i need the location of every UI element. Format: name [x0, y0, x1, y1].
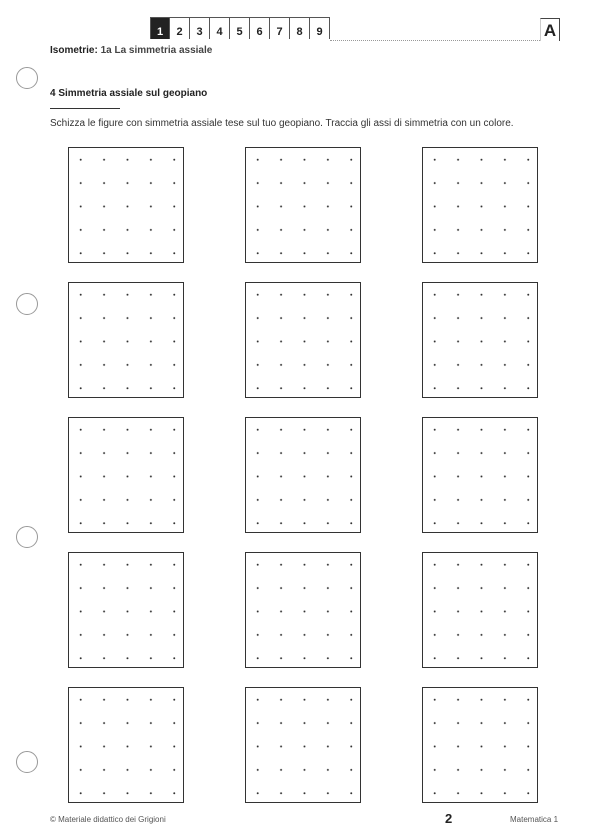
geoboard: [68, 687, 184, 803]
punch-hole: [16, 67, 38, 89]
chapter-tab: 7: [270, 17, 290, 39]
geoboard: [422, 282, 538, 398]
geoboard: [245, 687, 361, 803]
breadcrumb-topic: 1a La simmetria assiale: [97, 45, 213, 56]
title-underline: [50, 108, 120, 109]
geoboard: [68, 282, 184, 398]
geoboard: [422, 552, 538, 668]
breadcrumb: [50, 45, 212, 56]
geoboard: [68, 147, 184, 263]
chapter-tab: 3: [190, 17, 210, 39]
section-title: 4 Simmetria assiale sul geopiano: [50, 88, 208, 99]
geoboard: [245, 552, 361, 668]
breadcrumb-prefix: Isometrie:: [50, 45, 98, 56]
punch-hole: [16, 293, 38, 315]
chapter-tabs: [150, 17, 330, 39]
chapter-tab: 4: [210, 17, 230, 39]
chapter-tab: 2: [170, 17, 190, 39]
page-number: 2: [445, 811, 453, 826]
footer-copyright: © Materiale didattico dei Grigioni: [50, 815, 166, 824]
chapter-tab: 6: [250, 17, 270, 39]
instructions-text: Schizza le figure con simmetria assiale tese sul tuo geopiano. Traccia gli assi di simmetria con un colore.: [50, 118, 514, 129]
geoboard: [422, 687, 538, 803]
punch-hole: [16, 526, 38, 548]
chapter-tab: 1: [150, 17, 170, 39]
geoboard: [245, 417, 361, 533]
geoboard-grid: [68, 147, 538, 805]
geoboard: [422, 417, 538, 533]
chapter-tab: 8: [290, 17, 310, 39]
geoboard: [68, 417, 184, 533]
chapter-tab: 5: [230, 17, 250, 39]
geoboard: [245, 282, 361, 398]
punch-hole: [16, 751, 38, 773]
geoboard: [68, 552, 184, 668]
chapter-tab: 9: [310, 17, 330, 39]
geoboard: [422, 147, 538, 263]
geoboard: [245, 147, 361, 263]
level-badge: A: [540, 18, 560, 41]
footer-book: Matematica 1: [510, 815, 559, 824]
header-rule: [330, 40, 540, 41]
